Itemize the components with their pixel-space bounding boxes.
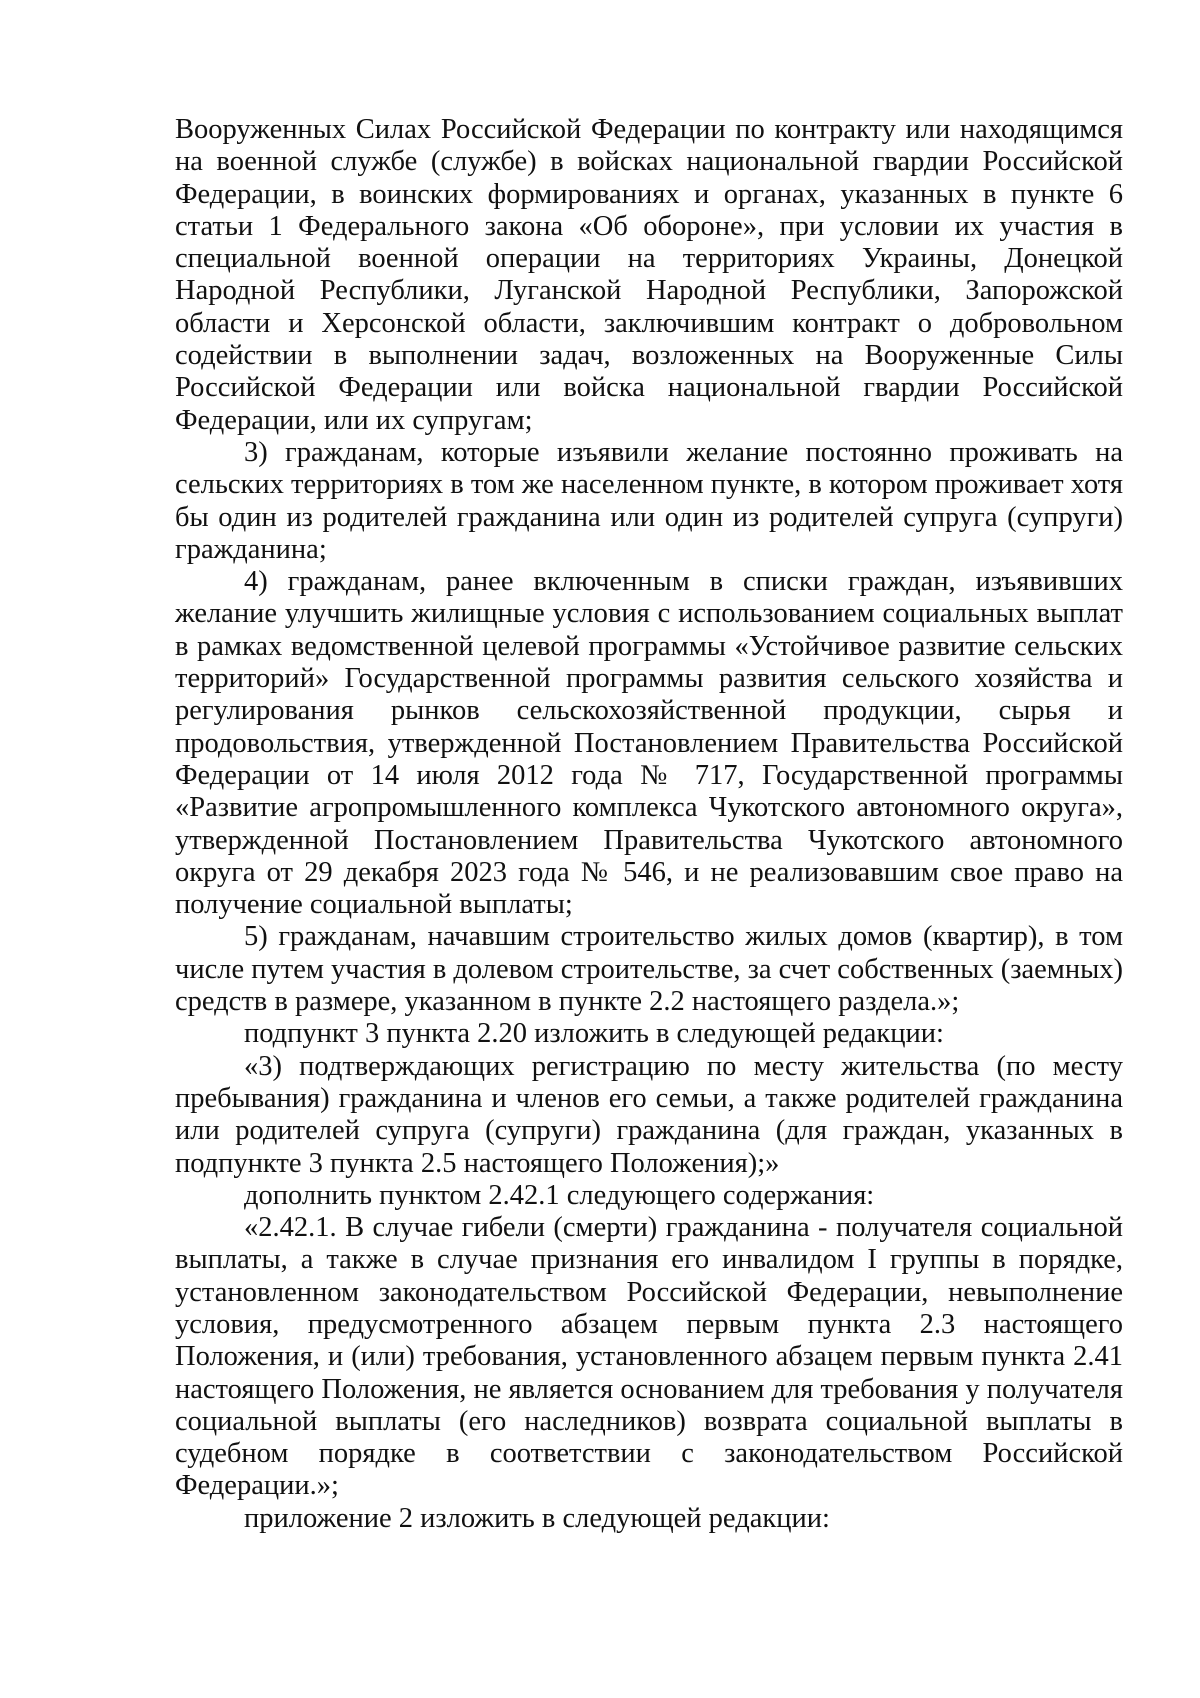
paragraph-amendment-2-20: подпункт 3 пункта 2.20 изложить в следующей редакции: bbox=[244, 1018, 944, 1050]
paragraph-item-5: 5) гражданам, начавшим строительство жилых домов (квартир), в том числе путем участия в долевом строительстве, за счет собственных (заемных) средств в размере, указанном в пункте 2.2 настоящего раздела.»; bbox=[175, 921, 1123, 1018]
paragraph-item-4: 4) гражданам, ранее включенным в списки граждан, изъявивших желание улучшить жилищные условия с использованием социальных выплат в рамках ведомственной целевой программы «Устойчивое развитие сельских территорий» Государственной программы развития сельского хозяйства и регулирования рынков сельскохозяйственной продукции, сырья и продовольствия, утвержденной Постановлением Правительства Российской Федерации от 14 июля 2012 года № 717, Государственной программы «Развитие агропромышленного комплекса Чукотского автономного округа», утвержденной Постановлением Правительства Чукотского автономного округа от 29 декабря 2023 года № 546, и не реализовавшим свое право на получение социальной выплаты; bbox=[175, 566, 1123, 921]
paragraph-amendment-2-42-1: дополнить пунктом 2.42.1 следующего содержания: bbox=[244, 1179, 875, 1211]
paragraph-subitem-3: «3) подтверждающих регистрацию по месту жительства (по месту пребывания) гражданина и членов его семьи, а также родителей гражданина или родителей супруга (супруги) гражданина (для граждан, указанных в подпункте 3 пункта 2.5 настоящего Положения);» bbox=[175, 1050, 1123, 1179]
paragraph-continuation: Вооруженных Силах Российской Федерации по контракту или находящимся на военной службе (службе) в войсках национальной гвардии Российской Федерации, в воинских формированиях и органах, указанных в пункте 6 статьи 1 Федерального закона «Об обороне», при условии их участия в специальной военной операции на территориях Украины, Донецкой Народной Республики, Луганской Народной Республики, Запорожской области и Херсонской области, заключившим контракт о добровольном содействии в выполнении задач, возложенных на Вооруженные Силы Российской Федерации или войска национальной гвардии Российской Федерации, или их супругам; bbox=[175, 114, 1123, 436]
paragraph-clause-2-42-1: «2.42.1. В случае гибели (смерти) гражданина - получателя социальной выплаты, а также в случае признания его инвалидом I группы в порядке, установленном законодательством Российской Федерации, невыполнение условия, предусмотренного абзацем первым пункта 2.3 настоящего Положения, и (или) требования, установленного абзацем первым пункта 2.41 настоящего Положения, не является основанием для требования у получателя социальной выплаты (его наследников) возврата социальной выплаты в судебном порядке в соответствии с законодательством Российской Федерации.»; bbox=[175, 1212, 1124, 1502]
paragraph-annex-2: приложение 2 изложить в следующей редакции: bbox=[244, 1502, 830, 1534]
document-body bbox=[175, 114, 1123, 1535]
paragraph-item-3: 3) гражданам, которые изъявили желание постоянно проживать на сельских территориях в том же населенном пункте, в котором проживает хотя бы один из родителей гражданина или один из родителей супруга (супруги) гражданина; bbox=[175, 436, 1123, 565]
